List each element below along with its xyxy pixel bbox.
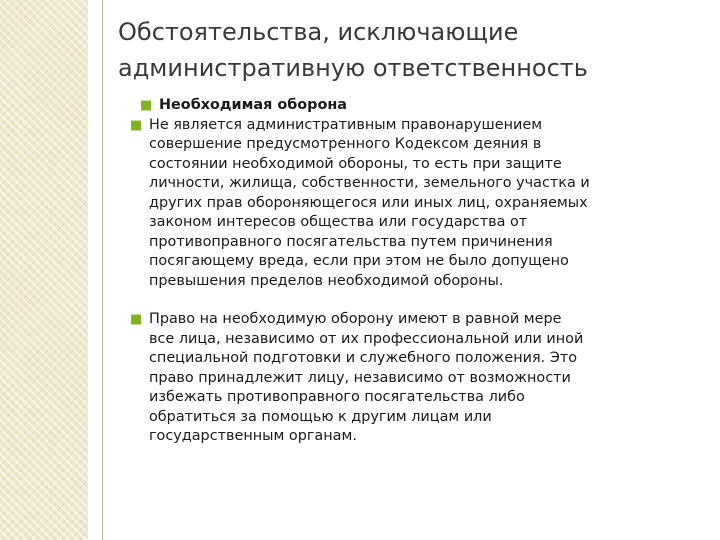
bullet-item-heading <box>140 96 710 116</box>
bullet-2-line-4: личности, жилища, собственности, земельного участка и <box>149 175 590 191</box>
bullet-2-line-6: законом интересов общества или государства от <box>149 214 528 230</box>
title-line-1: Обстоятельства, исключающие <box>118 18 519 46</box>
bullet-2-line-7: противоправного посягательства путем причинения <box>149 233 553 250</box>
slide-content <box>130 96 710 447</box>
square-bullet-icon: ■ <box>140 98 153 113</box>
bullet-2-line-9: превышения пределов необходимой обороны. <box>149 272 504 289</box>
bullet-3-line-6: обратиться за помощью к другим лицам или <box>149 408 492 425</box>
slide-title <box>118 14 698 86</box>
bullet-3-line-5: избежать противоправного посягательства либо <box>149 389 525 405</box>
square-bullet-icon: ■ <box>130 117 143 133</box>
bullet-item-right <box>130 310 710 447</box>
bullet-2-line-3: состоянии необходимой обороны, то есть при защите <box>149 155 562 172</box>
bullet-3-line-4: право принадлежит лицу, независимо от возможности <box>149 369 571 386</box>
title-line-2: административную ответственность <box>118 54 588 82</box>
square-bullet-icon: ■ <box>130 312 143 327</box>
vertical-divider <box>102 0 103 540</box>
bullet-3-line-1: Право на необходимую оборону имеют в равной мере <box>149 311 562 327</box>
bullet-3-line-3: специальной подготовки и служебного положения. Это <box>149 350 578 366</box>
bullet-2-line-1: Не является административным правонарушением <box>149 116 543 133</box>
bullet-2-line-5: других прав обороняющегося или иных лиц, охраняемых <box>149 194 588 211</box>
bullet-2-line-2: совершение предусмотренного Кодексом деяния в <box>149 136 542 152</box>
bullet-item-definition <box>130 116 710 292</box>
bullet-3-line-7: государственным органам. <box>149 428 357 444</box>
bullet-1-line-1: Необходимая оборона <box>159 97 347 113</box>
bullet-3-line-2: все лица, независимо от их профессиональной или иной <box>149 330 584 347</box>
decorative-side-strip <box>0 0 88 540</box>
bullet-2-line-8: посягающему вреда, если при этом не было допущено <box>149 253 569 269</box>
